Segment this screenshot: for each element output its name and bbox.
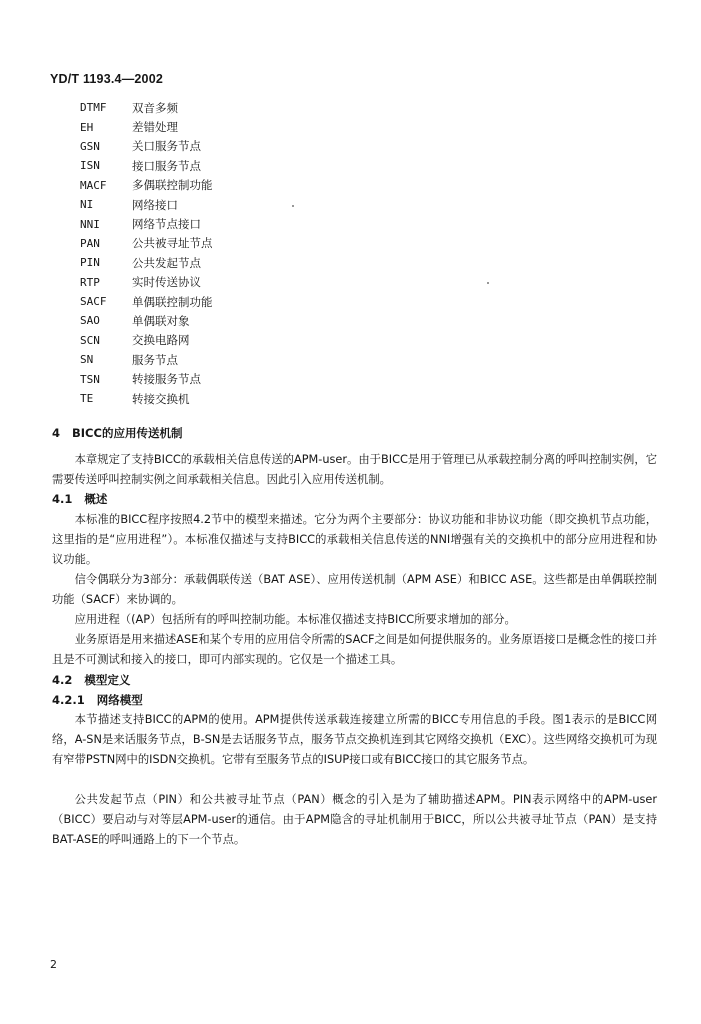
abbreviation-row <box>80 273 213 292</box>
section-4-2-1-paragraph-2: 公共发起节点（PIN）和公共被寻址节点（PAN）概念的引入是为了辅助描述APM。PIN表示网络中的APM-user（BICC）要启动与对等层APM-user的通信。由于APM隐含的寻址机制用于BICC，所以公共被寻址节点（PAN）是支持BAT-ASE的呼叫通路上的下一个节点。 <box>52 793 657 846</box>
abbreviation: TE <box>80 392 94 406</box>
abbreviation: EH <box>80 120 94 134</box>
abbreviation-term: 公共被寻址节点 <box>132 236 213 251</box>
section-number: 4.1 <box>52 492 73 506</box>
scan-speck <box>292 205 294 207</box>
abbreviation-row <box>80 389 213 408</box>
abbreviation-term: 差错处理 <box>132 120 178 135</box>
abbreviation: DTMF <box>80 101 107 115</box>
abbreviation: SACF <box>80 295 107 309</box>
abbreviation-term: 双音多频 <box>132 100 178 115</box>
abbreviation-row <box>80 350 213 369</box>
section-4-1-paragraph-1: 本标准的BICC程序按照4.2节中的模型来描述。它分为两个主要部分：协议功能和非协议功能（即交换机节点功能，这里指的是“应用进程”）。本标准仅描述与支持BICC的承载相关信息传送的NNI增强有关的交换机中的部分应用进程和协议功能。 <box>52 513 657 566</box>
abbreviation: SN <box>80 353 94 367</box>
abbreviation-term: 单偶联对象 <box>132 313 190 328</box>
abbreviation-row <box>80 331 213 350</box>
section-4-1-paragraph-2: 信令偶联分为3部分：承载偶联传送（BAT ASE）、应用传送机制（APM ASE）和BICC ASE。这些都是由单偶联控制功能（SACF）来协调的。 <box>52 573 657 606</box>
abbreviation-row <box>80 137 213 156</box>
section-number: 4.2.1 <box>52 693 85 707</box>
abbreviation-term: 接口服务节点 <box>132 158 201 173</box>
abbreviation: SAO <box>80 314 100 328</box>
document-code-header: YD/T 1193.4—2002 <box>50 72 163 86</box>
abbreviation-row <box>80 253 213 272</box>
abbreviation-row <box>80 292 213 311</box>
section-4-heading <box>52 425 182 441</box>
section-title: BICC的应用传送机制 <box>72 426 183 440</box>
abbreviation-row <box>80 98 213 117</box>
abbreviation-term: 服务节点 <box>132 352 178 367</box>
abbreviation-term: 交换电路网 <box>132 333 190 348</box>
abbreviation-row <box>80 369 213 388</box>
abbreviation-term: 关口服务节点 <box>132 139 201 154</box>
abbreviation: SCN <box>80 333 100 347</box>
abbreviation-term: 多偶联控制功能 <box>132 178 213 193</box>
abbreviation-row <box>80 311 213 330</box>
abbreviation: NI <box>80 198 94 212</box>
abbreviation-row <box>80 176 213 195</box>
section-4-intro-paragraph: 本章规定了支持BICC的承载相关信息传送的APM-user。由于BICC是用于管理已从承载控制分离的呼叫控制实例，它需要传送呼叫控制实例之间承载相关信息。因此引入应用传送机制。 <box>52 453 657 486</box>
section-4-1-heading <box>52 491 107 507</box>
section-number: 4.2 <box>52 673 73 687</box>
abbreviation: PAN <box>80 236 100 250</box>
page-number: 2 <box>50 958 57 971</box>
abbreviation-term: 转接交换机 <box>132 391 190 406</box>
abbreviation-row <box>80 195 213 214</box>
abbreviation-term: 网络节点接口 <box>132 217 201 232</box>
abbreviation: RTP <box>80 275 100 289</box>
scan-speck <box>487 282 489 284</box>
abbreviation-term: 公共发起节点 <box>132 255 201 270</box>
section-title: 概述 <box>84 492 108 506</box>
abbreviation: PIN <box>80 256 100 270</box>
abbreviation-row <box>80 117 213 136</box>
abbreviation: NNI <box>80 217 100 231</box>
abbreviation: TSN <box>80 372 100 386</box>
abbreviation-row <box>80 234 213 253</box>
abbreviation-term: 单偶联控制功能 <box>132 294 213 309</box>
abbreviation-list <box>80 98 213 408</box>
abbreviation-row <box>80 214 213 233</box>
abbreviation: GSN <box>80 139 100 153</box>
abbreviation: MACF <box>80 178 107 192</box>
section-number: 4 <box>52 426 61 440</box>
section-4-1-paragraph-3: 应用进程（(AP）包括所有的呼叫控制功能。本标准仅描述支持BICC所要求增加的部分。 <box>74 613 516 626</box>
abbreviation-term: 网络接口 <box>132 197 178 212</box>
section-4-2-heading <box>52 672 130 688</box>
abbreviation-row <box>80 156 213 175</box>
abbreviation-term: 转接服务节点 <box>132 372 201 387</box>
section-4-2-1-paragraph-1: 本节描述支持BICC的APM的使用。APM提供传送承载连接建立所需的BICC专用信息的手段。图1表示的是BICC网络，A-SN是来话服务节点，B-SN是去话服务节点，服务节点交换机连到其它网络交换机（EXC）。这些网络交换机可为现有窄带PSTN网中的ISDN交换机。它带有至服务节点的ISUP接口或有BICC接口的其它服务节点。 <box>52 713 657 766</box>
abbreviation: ISN <box>80 159 100 173</box>
section-4-1-paragraph-4: 业务原语是用来描述ASE和某个专用的应用信令所需的SACF之间是如何提供服务的。业务原语接口是概念性的接口并且是不可测试和接入的接口，即可内部实现的。它仅是一个描述工具。 <box>52 633 657 666</box>
section-4-2-1-heading <box>52 692 143 708</box>
section-title: 模型定义 <box>84 673 131 687</box>
abbreviation-term: 实时传送协议 <box>132 275 201 290</box>
section-title: 网络模型 <box>96 693 143 707</box>
